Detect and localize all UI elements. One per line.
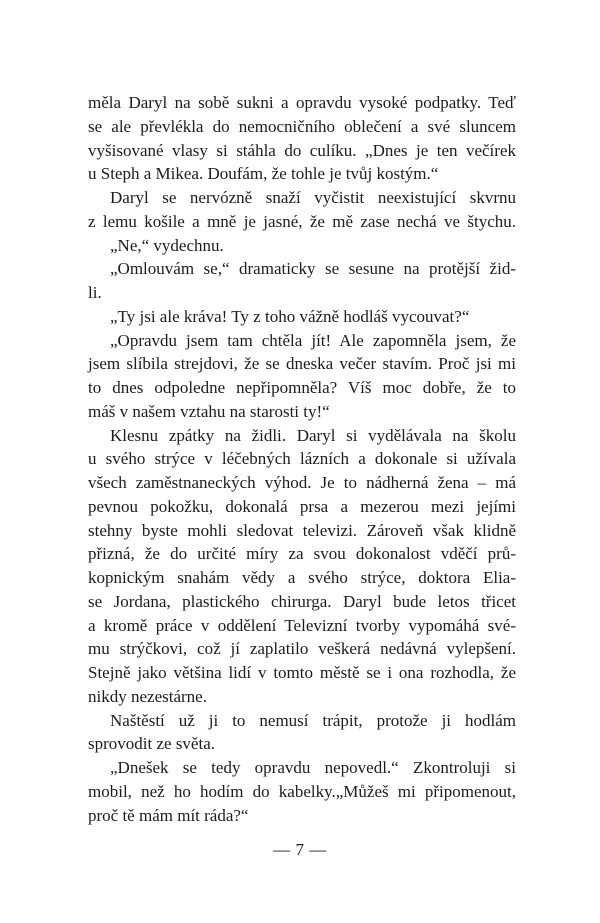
text-line: sprovodit ze světa. — [88, 734, 215, 754]
text-line: kopnickým snahám vědy a svého strýce, doktora Elia- — [88, 568, 516, 587]
text-line: u svého strýce v léčebných lázních a dokonale si užívala — [88, 449, 516, 469]
text-line: a kromě práce v oddělení Televizní tvorby vypomáhá své- — [88, 615, 516, 635]
text-line: všech zaměstnaneckých výhod. Je to nádherná žena – má — [88, 473, 516, 492]
text-line: „Dnešek se tedy opravdu nepovedl.“ Zkontroluji si — [110, 758, 516, 777]
page-number: — 7 — — [273, 840, 327, 859]
text-line: z lemu košile a mně je jasné, že mě zase nechá ve štychu. — [88, 211, 516, 231]
text-line: „Opravdu jsem tam chtěla jít! Ale zapomněla jsem, že — [110, 330, 516, 350]
text-line: to dnes odpoledne nepřipomněla? Víš moc dobře, že to — [88, 378, 516, 397]
text-line: stehny byste mohli sledovat televizi. Zároveň však klidně — [88, 520, 516, 540]
text-line: se ale převlékla do nemocničního oblečení a své sluncem — [88, 116, 516, 136]
text-line: přizná, že do určité míry za svou dokonalost vděčí prů- — [88, 544, 516, 564]
text-line: „Ne,“ vydechnu. — [110, 235, 224, 255]
text-line: proč tě mám mít ráda?“ — [88, 805, 249, 825]
text-line: „Omlouvám se,“ dramaticky se sesune na protější žid- — [110, 259, 516, 279]
text-line: nikdy nezestárne. — [88, 686, 207, 706]
text-line: vyšisované vlasy si stáhla do culíku. „Dnes je ten večírek — [88, 140, 516, 160]
text-line: mu strýčkovi, což jí zaplatilo veškerá nedávná vylepšení. — [88, 639, 516, 659]
text-line: Klesnu zpátky na židli. Daryl si vydělávala na školu — [110, 425, 516, 445]
text-line: se Jordana, plastického chirurga. Daryl bude letos třicet — [88, 591, 516, 611]
book-page-text — [88, 91, 516, 827]
text-line: Naštěstí už ji to nemusí trápit, protože ji hodlám — [110, 710, 516, 730]
text-line: li. — [88, 283, 102, 302]
text-line: „Ty jsi ale kráva! Ty z toho vážně hodláš vycouvat?“ — [110, 306, 470, 326]
text-line: Stejně jako většina lidí v tomto městě se i ona rozhodla, že — [88, 663, 516, 682]
text-line: u Steph a Mikea. Doufám, že tohle je tvůj kostým.“ — [88, 164, 439, 184]
text-line: měla Daryl na sobě sukni a opravdu vysoké podpatky. Teď — [88, 93, 516, 112]
text-line: Daryl se nervózně snaží vyčistit neexistující skvrnu — [110, 188, 516, 207]
text-line: mobil, než ho hodím do kabelky.„Můžeš mi připomenout, — [88, 781, 516, 801]
text-line: pevnou pokožku, dokonalá prsa a mezerou mezi jejími — [88, 496, 516, 516]
text-line: jsem slíbila strejdovi, že se dneska večer stavím. Proč jsi mi — [88, 354, 516, 374]
text-line: máš v našem vztahu na starosti ty!“ — [88, 401, 330, 421]
